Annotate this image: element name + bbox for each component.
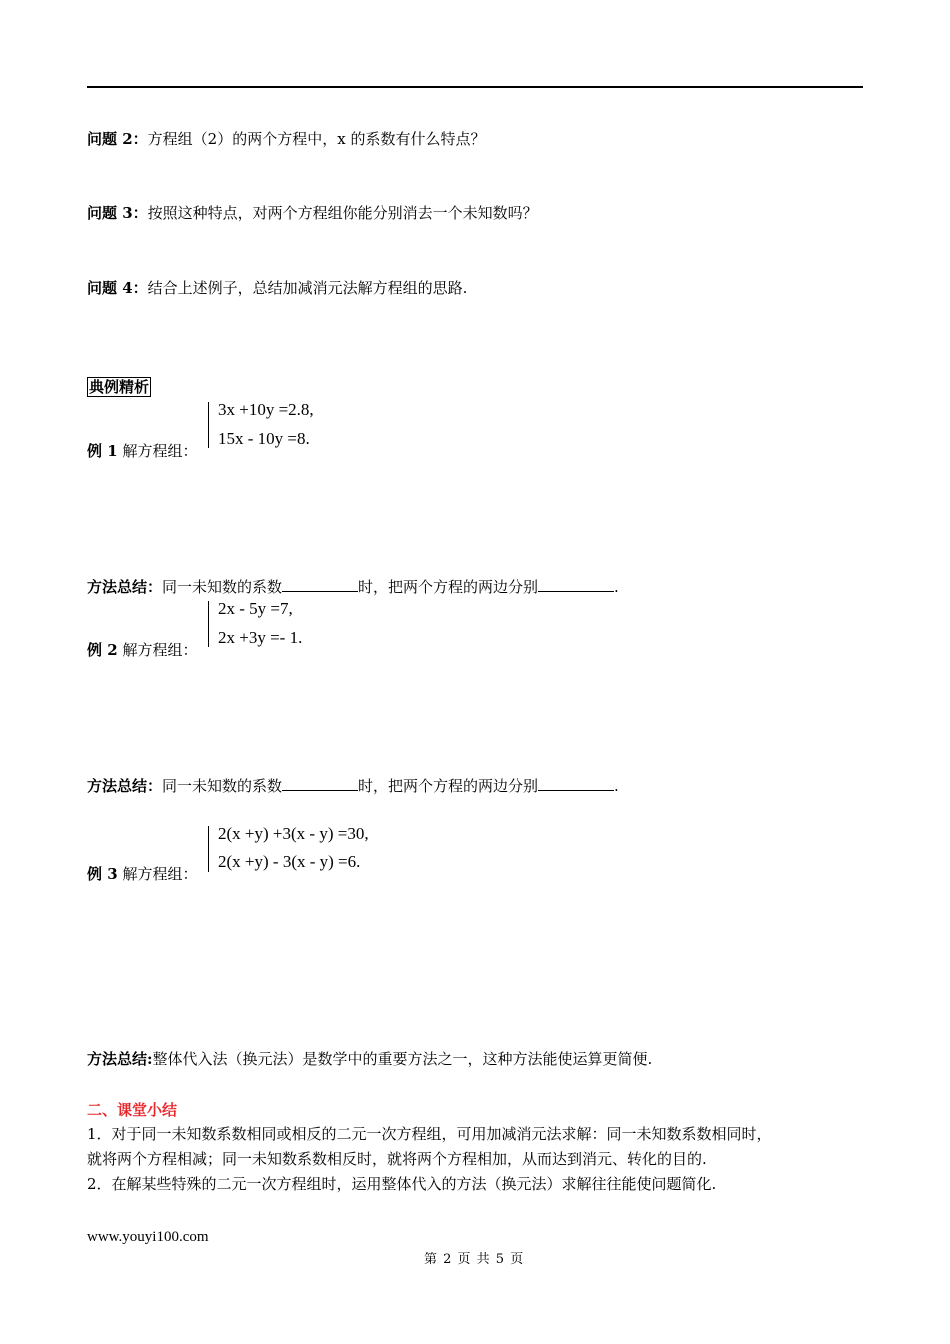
summary-line-2: 就将两个方程相减；同一未知数系数相反时，就将两个方程相加，从而达到消元、转化的目的.	[87, 1150, 707, 1168]
header-rule	[87, 86, 863, 88]
example-3-label: 例 3 解方程组：	[87, 865, 198, 883]
summary-heading: 二、课堂小结	[87, 1101, 178, 1119]
question-text: 结合上述例子，总结加减消元法解方程组的思路.	[147, 279, 468, 297]
question-3	[87, 202, 538, 223]
question-text: 方程组（2）的两个方程中，x 的系数有什么特点？	[147, 130, 486, 148]
fill-blank[interactable]	[538, 776, 614, 791]
summary-line-1: 1．对于同一未知数系数相同或相反的二元一次方程组，可用加减消元法求解：同一未知数系数相同时，	[87, 1125, 772, 1143]
example-2-eq2: 2x +3y =- 1.	[218, 628, 303, 647]
method-summary-1: 方法总结：同一未知数的系数 时，把两个方程的两边分别 .	[87, 578, 619, 596]
example-1-eq2: 15x - 10y =8.	[218, 429, 310, 448]
summary-line-3: 2．在解某些特殊的二元一次方程组时，运用整体代入的方法（换元法）求解往往能使问题简化.	[87, 1175, 717, 1193]
question-4	[87, 277, 467, 298]
example-3-eq1: 2(x +y) +3(x - y) =30,	[218, 824, 369, 843]
example-3-eq2: 2(x +y) - 3(x - y) =6.	[218, 852, 361, 871]
section-title: 典例精析	[89, 378, 150, 396]
question-text: 按照这种特点，对两个方程组你能分别消去一个未知数吗？	[147, 204, 538, 222]
question-label: 问题 2：	[87, 130, 148, 148]
brace-icon	[208, 826, 215, 872]
fill-blank[interactable]	[282, 577, 358, 592]
example-2-eq1: 2x - 5y =7,	[218, 599, 293, 618]
question-2	[87, 128, 485, 149]
example-1-label: 例 1 解方程组：	[87, 442, 198, 460]
fill-blank[interactable]	[282, 776, 358, 791]
example-1-eq1: 3x +10y =2.8,	[218, 400, 314, 419]
page-number: 第 2 页 共 5 页	[424, 1252, 525, 1267]
brace-icon	[208, 402, 215, 448]
method-summary-3: 方法总结:整体代入法（换元法）是数学中的重要方法之一，这种方法能使运算更简便.	[87, 1050, 653, 1068]
method-summary-2: 方法总结：同一未知数的系数 时，把两个方程的两边分别 .	[87, 777, 619, 795]
brace-icon	[208, 601, 215, 647]
question-label: 问题 3：	[87, 204, 148, 222]
question-label: 问题 4：	[87, 279, 148, 297]
fill-blank[interactable]	[538, 577, 614, 592]
example-2-label: 例 2 解方程组：	[87, 641, 198, 659]
footer-url[interactable]: www.youyi100.com	[87, 1229, 209, 1245]
